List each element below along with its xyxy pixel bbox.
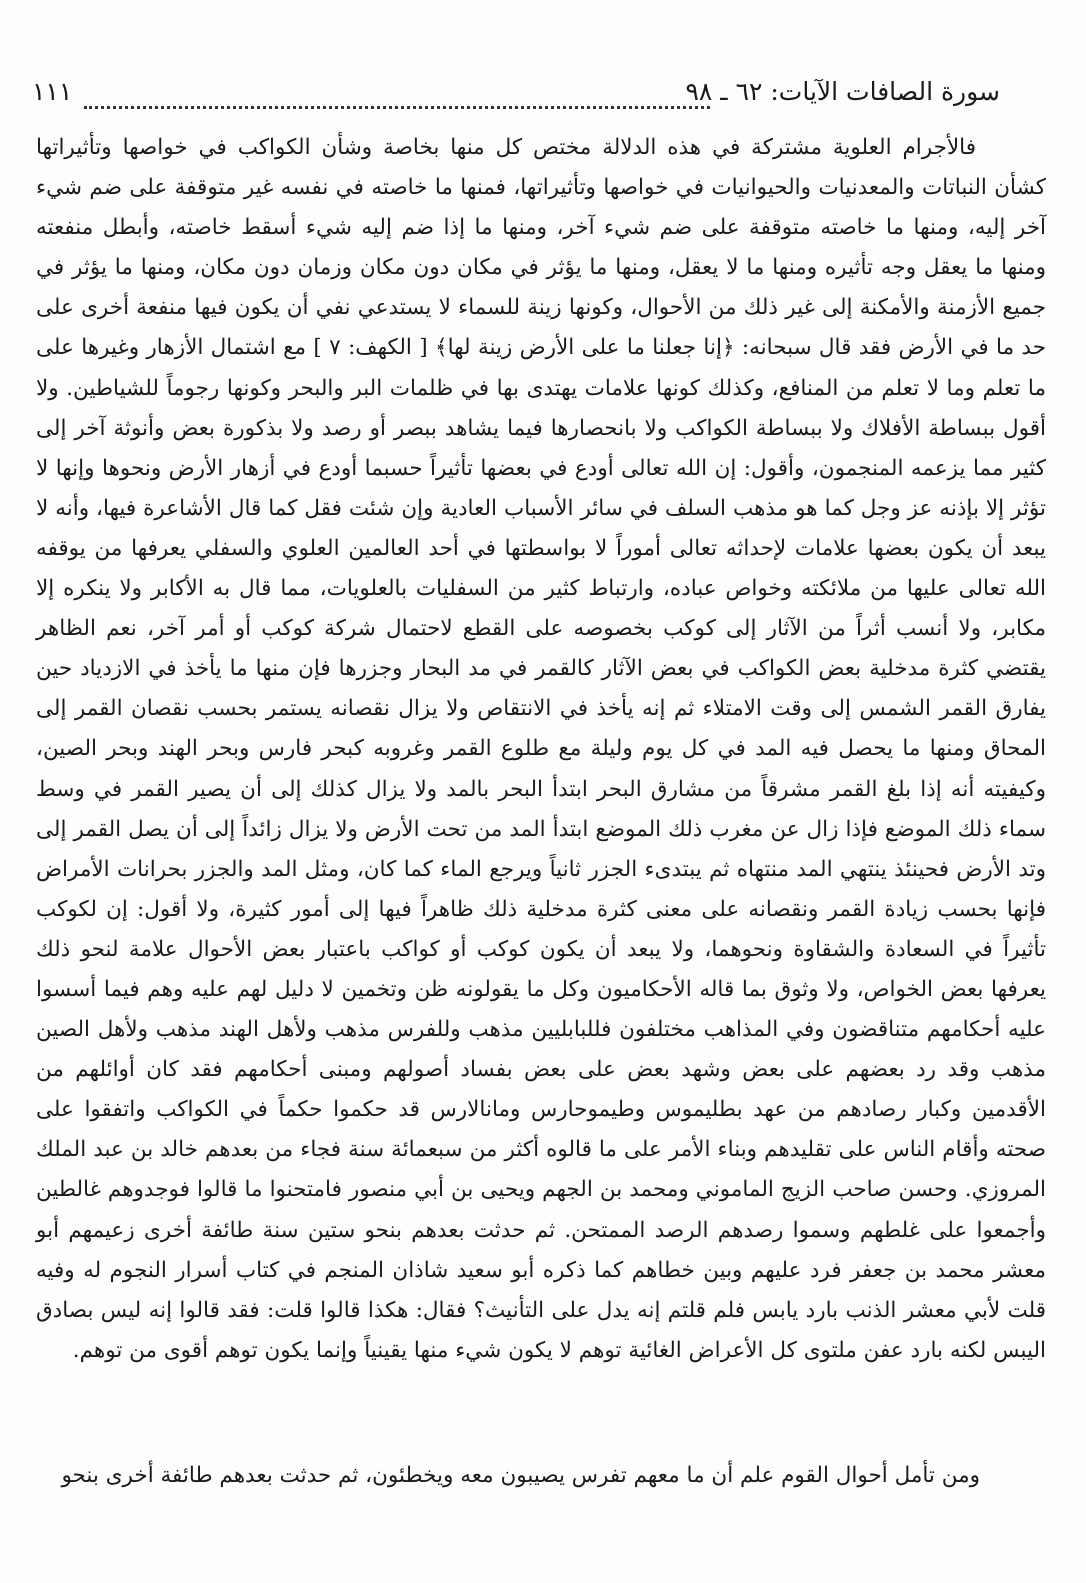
paragraph-2: ومن تأمل أحوال القوم علم أن ما معهم تفرس يصيبون معه ويخطئون، ثم حدثت بعدهم طائفة أخرى بنحو [61,1463,980,1488]
body-text [36,128,1047,1488]
verse-open-bracket: ﴿ [721,335,735,361]
surah-title: سورة الصافات الآيات: ٦٢ ـ ٩٨ [685,77,1000,106]
page-number: ١١١ [32,77,73,106]
paragraph-1-text-after-verse: مع اشتمال الأزهار وغيرها على ما تعلم وما لا تعلم من المنافع، وكذلك كونها علامات يهتدى بها في ظلمات البر والبحر وكونها رجوماً للشياطين. ولا أقول ببساطة الأفلاك ولا ببساطة الكواكب ولا بانحصارها فيما يشاهد ببصر أو رصد ولا بذكورة بعض وأنوثة آخر إلى كثير مما يزعمه المنجمون، وأقول: إن الله تعالى أودع في بعضها تأثيراً حسبما أودع في أزهار الأرض ونحوها وإنها لا تؤثر إلا بإذنه عز وجل كما هو مذهب السلف في سائر الأسباب العادية وإن شئت فقل كما قال الأشاعرة فيها، وأنه لا يبعد أن يكون بعضها علامات لإحداثه تعالى أموراً لا بواسطتها في أحد العالمين العلوي والسفلي يعرفها من يوقفه الله تعالى عليها من ملائكته وخواص عباده، وارتباط كثير من السفليات بالعلويات، مما قال به الأكابر ولا ينكره إلا مكابر، ولا أنسب أثراً من الآثار إلى كوكب بخصوصه على القطع لاحتمال شركة كوكب أو أمر آخر، نعم الظاهر يقتضي كثرة مدخلية بعض الكواكب في بعض الآثار كالقمر في مد البحار وجزرها فإن منها ما يأخذ في الازدياد حين يفارق القمر الشمس إلى وقت الامتلاء ثم إنه يأخذ في الانتقاص ولا يزال نقصانه يستمر بحسب نقصان القمر إلى المحاق ومنها ما يحصل فيه المد في كل يوم وليلة مع طلوع القمر وغروبه كبحر فارس وبحر الهند وبحر الصين، وكيفيته أنه إذا بلغ القمر مشرقاً من مشارق البحر ابتدأ البحر بالمد ولا يزال كذلك إلى أن يصير القمر في وسط سماء ذلك الموضع فإذا زال عن مغرب ذلك الموضع ابتدأ المد من تحت الأرض ولا يزال زائداً إلى أن يصل القمر إلى وتد الأرض فحينئذ ينتهي المد منتهاه ثم يبتدىء الجزر ثانياً ويرجع الماء كما كان، ومثل المد والجزر بحرانات الأمراض فإنها بحسب زيادة القمر ونقصانه على معنى كثرة مدخلية ذلك ظاهراً فيها إلى أمور كثيرة، ولا أقول: إن لكوكب تأثيراً في السعادة والشقاوة ونحوهما، ولا يبعد أن يكون كوكب أو كواكب باعتبار بعض الأحوال علامة لنحو ذلك يعرفها بعض الخواص، ولا وثوق بما قاله الأحكاميون وكل ما يقولونه ظن وتخمين لا دليل لهم عليه وهم فيما أسسوا عليه أحكامهم متناقضون وفي المذاهب مختلفون فللبابليين مذهب وللفرس مذهب ولأهل الهند مذهب ولأهل الصين مذهب وقد رد بعضهم على بعض وشهد بعض على بعض بفساد أصولهم ومبنى أحكامهم فقد كان أوائلهم من الأقدمين وكبار رصادهم من عهد بطليموس وطيموحارس ومانالارس قد حكموا حكماً في الكواكب واتفقوا على صحته وأقام الناس على تقليدهم وبناء الأمر على ما قالوه أكثر من سبعمائة سنة فجاء من بعدهم خالد بن عبد الملك المروزي. وحسن صاحب الزيج الماموني ومحمد بن الجهم ويحيى بن أبي منصور فامتحنوا ما قالوا فوجدوهم غالطين وأجمعوا على غلطهم وسموا رصدهم الرصد الممتحن. ثم حدثت بعدهم بنحو ستين سنة طائفة أخرى زعيمهم أبو معشر محمد بن جعفر فرد عليهم وبين خطاهم كما ذكره أبو سعيد شاذان المنجم في كتاب أسرار النجوم له وفيه قلت لأبي معشر الذنب بارد يابس فلم قلتم إنه يدل على التأنيث؟ فقال: هكذا قالوا قلت: فقد قالوا إنه ليس بصادق اليبس لكنه بارد عفن ملتوى كل الأعراض الغائية توهم لا يكون شيء منها يقينياً وإنما يكون توهم أقوى من توهم. [36,335,1046,1363]
verse-reference: [ الكهف: ٧ ] [306,335,435,361]
verse-close-bracket: ﴾ [434,335,448,361]
paragraph-1 [36,128,1046,1371]
quran-verse: إنا جعلنا ما على الأرض زينة لها [447,335,722,361]
header-dot-leader [84,76,710,109]
paragraph-1-text-before-verse: فالأجرام العلوية مشتركة في هذه الدلالة مختص كل منها بخاصة وشأن الكواكب في خواصها وتأثيراتها كشأن النباتات والمعدنيات والحيوانيات في خواصها وتأثيراتها، فمنها ما خاصته في نفسه غير متوقفة على ضم شيء آخر إليه، ومنها ما خاصته متوقفة على ضم شيء آخر، ومنها ما إذا ضم إليه شيء أسقط خاصته، وأبطل منفعته ومنها ما يعقل وجه تأثيره ومنها ما لا يعقل، ومنها ما يؤثر في مكان دون مكان وزمان دون مكان، ومنها ما يؤثر في جميع الأزمنة والأمكنة إلى غير ذلك من الأحوال، وكونها زينة للسماء لا يستدعي نفي أن يكون فيها منفعة أخرى على حد ما في الأرض فقد قال سبحانه: [36,135,1047,361]
running-header [32,72,1000,116]
